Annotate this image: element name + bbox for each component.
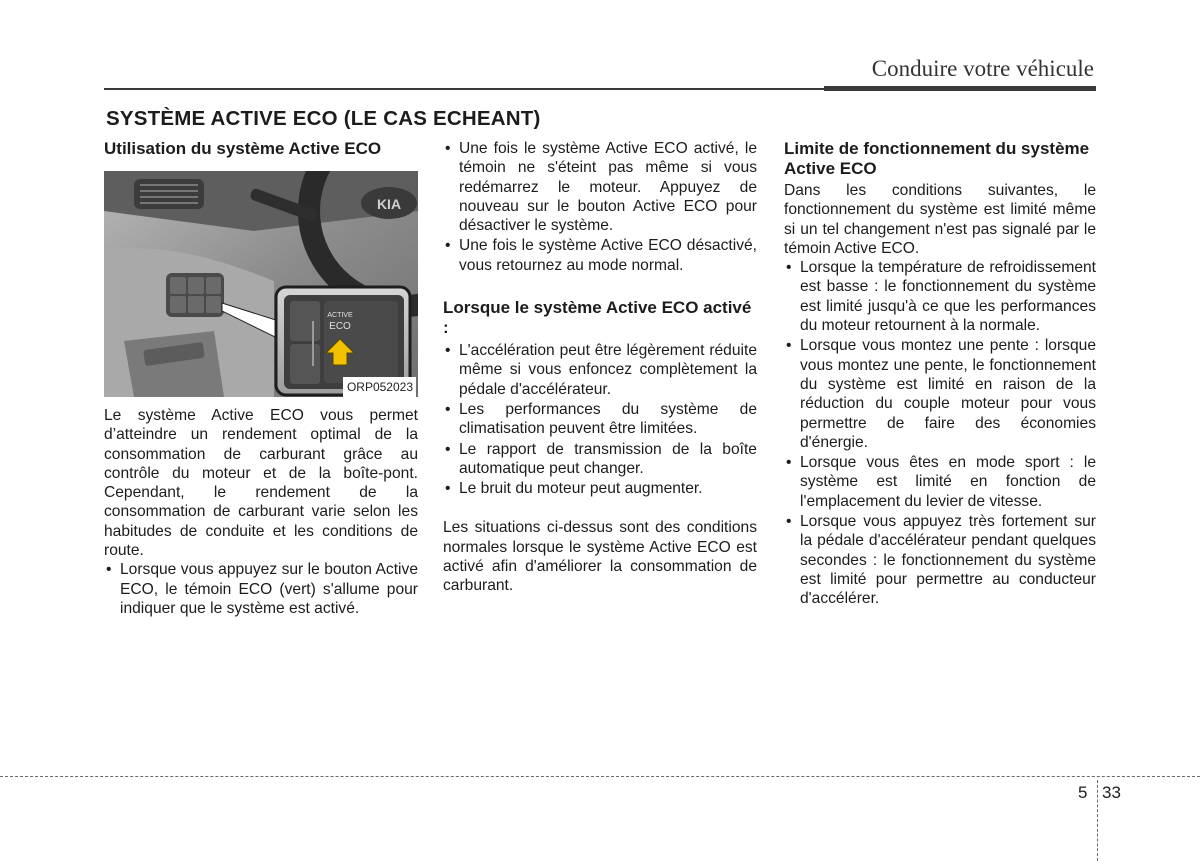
dashboard-illustration <box>104 171 418 397</box>
header-rule-accent <box>824 86 1096 91</box>
figure-eco-label: ECO <box>329 321 351 332</box>
activated-heading: Lorsque le système Active ECO activé : <box>443 298 752 338</box>
column-3 <box>784 139 1096 610</box>
usage-heading: Utilisation du système Active ECO <box>104 139 382 158</box>
column-2 <box>443 139 757 596</box>
list-item: • Lorsque vous êtes en mode sport : le système est limité en fonction de l'emplacement du levier de vitesse. <box>784 453 1096 511</box>
list-item: • L'accélération peut être légèrement réduite même si vous enfoncez complètement la pédale d'accélérateur. <box>443 341 757 399</box>
list-item: • Lorsque la température de refroidissement est basse : le fonctionnement du système est limité jusqu'à ce que les performances du moteur retournent à la normale. <box>784 258 1096 335</box>
col2-bullet-list <box>443 341 757 498</box>
list-item: • Lorsque vous montez une pente : lorsque vous montez une pente, le fonctionnement du système est limité en raison de la réduction du couple moteur pour vous permettre de faire des économies d'énergie. <box>784 336 1096 452</box>
list-item: • Les performances du système de climatisation peuvent être limitées. <box>443 400 757 439</box>
footer-vertical-divider <box>1097 780 1098 861</box>
list-item: • Le bruit du moteur peut augmenter. <box>443 479 757 498</box>
list-item: • Une fois le système Active ECO désactivé, vous retournez au mode normal. <box>443 236 757 275</box>
list-item: • Une fois le système Active ECO activé, le témoin ne s'éteint pas même si vous redémarrez le moteur. Appuyez de nouveau sur le bouton Active ECO pour désactiver le système. <box>443 139 757 235</box>
col2-top-bullet-list <box>443 139 757 275</box>
svg-text:KIA: KIA <box>376 196 402 212</box>
limits-paragraph: Dans les conditions suivantes, le fonctionnement du système est limité même si un tel changement n'est pas signalé par le témoin Active ECO. <box>784 182 1096 257</box>
col1-bullet-list <box>104 560 418 618</box>
figure-code: ORP052023 <box>343 377 416 397</box>
running-head: Conduire votre véhicule <box>871 56 1094 81</box>
chapter-number: 5 <box>1078 783 1088 802</box>
column-1 <box>104 139 418 619</box>
figure-active-label: ACTIVE <box>327 312 353 319</box>
list-item: • Le rapport de transmission de la boîte automatique peut changer. <box>443 440 757 479</box>
list-item: • Lorsque vous appuyez très fortement sur la pédale d'accélérateur pendant quelques secondes : le fonctionnement du système est limité pour permettre au conducteur d'accélérer. <box>784 512 1096 608</box>
intro-paragraph: Le système Active ECO vous permet d’atteindre un rendement optimal de la consommation de carburant grâce au contrôle du moteur et de la boîte-pont. Cependant, le rendement de la consommation de carburant varie selon les habitudes de conduite et les conditions de route. <box>104 407 418 560</box>
active-eco-figure <box>104 171 418 397</box>
col3-bullet-list <box>784 258 1096 608</box>
footer-divider <box>0 776 1200 777</box>
page-number: 33 <box>1102 783 1121 802</box>
limits-heading: Limite de fonctionnement du système Active ECO <box>784 139 1090 178</box>
section-title: SYSTÈME ACTIVE ECO (LE CAS ECHEANT) <box>106 107 541 130</box>
normal-conditions-paragraph: Les situations ci-dessus sont des conditions normales lorsque le système Active ECO est activé afin d'améliorer la consommation de carburant. <box>443 519 757 595</box>
list-item: • Lorsque vous appuyez sur le bouton Active ECO, le témoin ECO (vert) s'allume pour indiquer que le système est activé. <box>104 560 418 618</box>
